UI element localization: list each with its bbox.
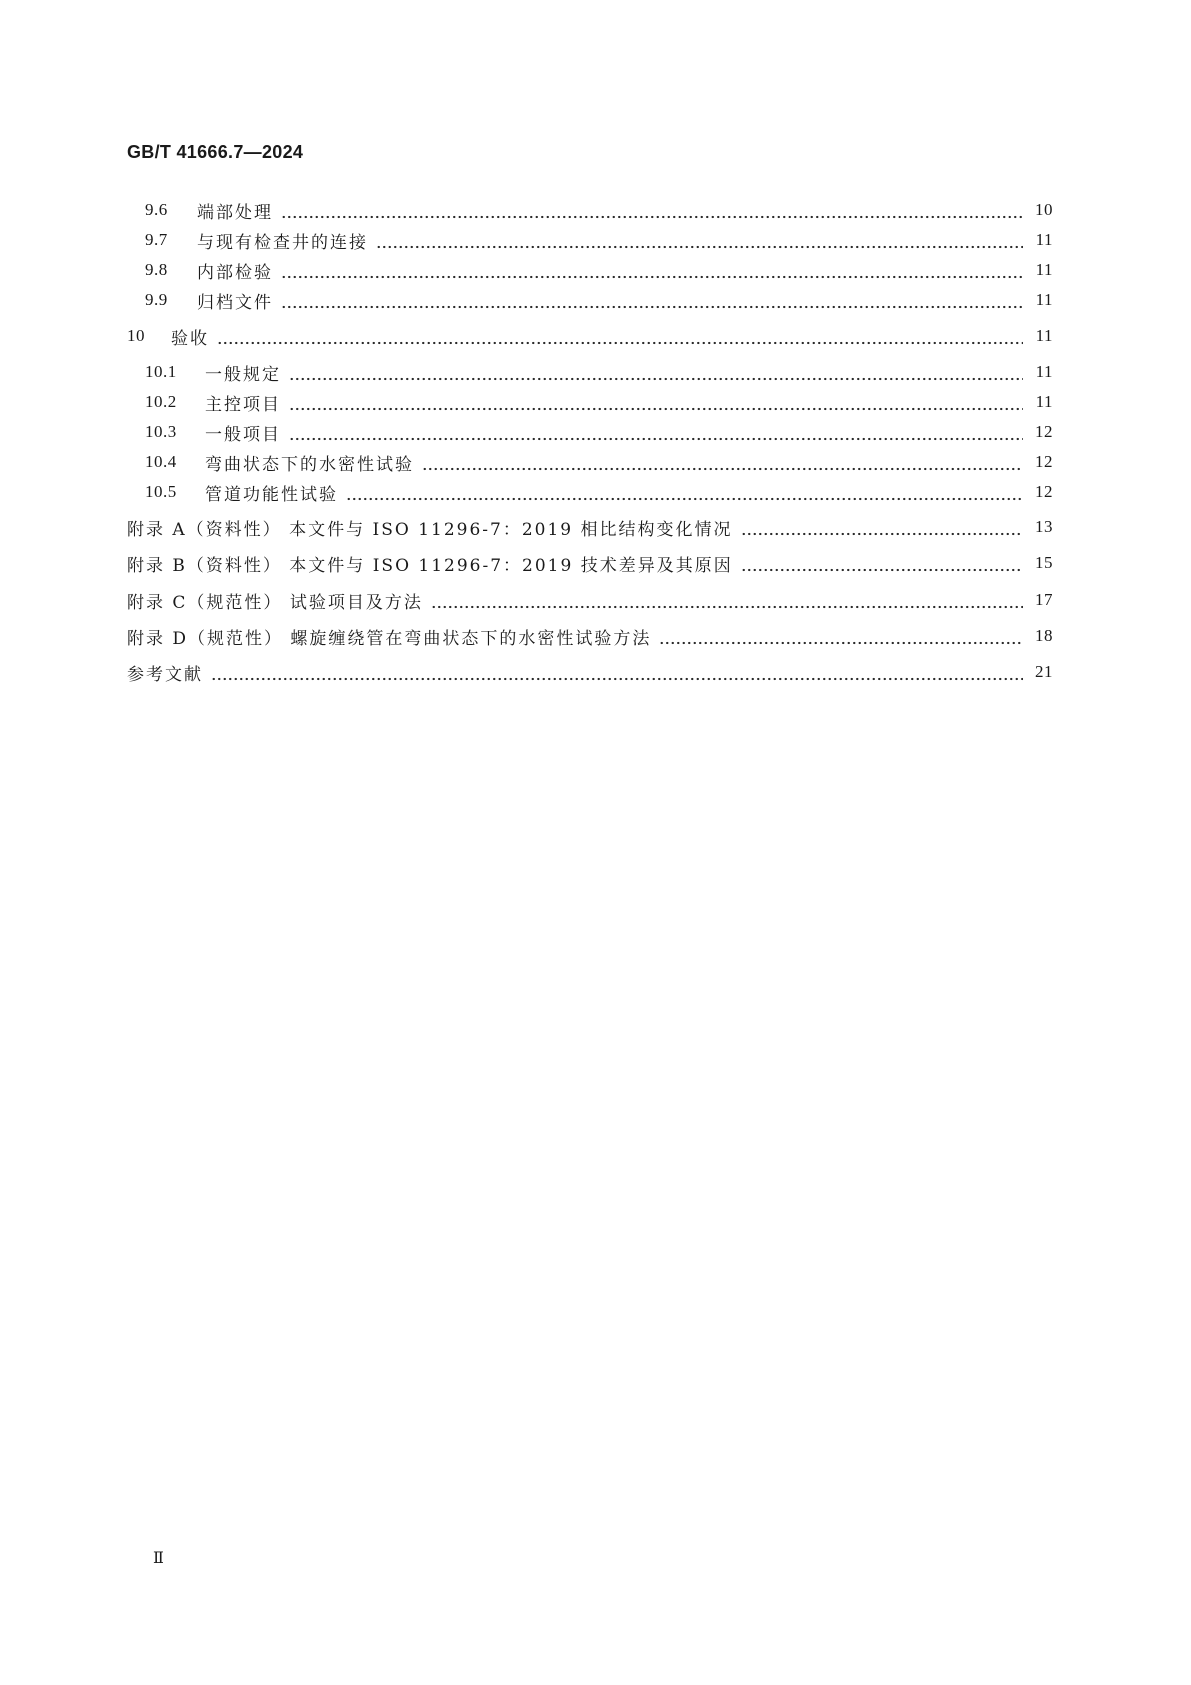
- toc-entry-title: 主控项目: [205, 394, 281, 415]
- toc-entry-9-9[interactable]: [127, 286, 1053, 314]
- toc-entry-title: 附录 D（规范性） 螺旋缠绕管在弯曲状态下的水密性试验方法: [127, 628, 652, 649]
- toc-dot-leader: [422, 454, 1023, 471]
- toc-entry-title: 端部处理: [197, 202, 273, 223]
- toc-entry-10[interactable]: [127, 322, 1053, 350]
- toc-entry-10-2[interactable]: [127, 388, 1053, 416]
- toc-entry-9-7[interactable]: [127, 226, 1053, 254]
- toc-entry-title: 附录 B（资料性） 本文件与 ISO 11296-7：2019 技术差异及其原因: [127, 555, 733, 576]
- toc-dot-leader: [659, 628, 1023, 645]
- toc-dot-leader: [281, 262, 1023, 279]
- toc-entry-title: 归档文件: [197, 292, 273, 313]
- toc-entry-page: 21: [1035, 662, 1053, 681]
- toc-entry-page: 11: [1035, 326, 1053, 345]
- toc-entry-appendix-c[interactable]: [127, 586, 1053, 614]
- toc-entry-10-4[interactable]: [127, 448, 1053, 476]
- toc-entry-page: 11: [1035, 290, 1053, 309]
- toc-entry-title: 验收: [171, 328, 209, 349]
- toc-entry-page: 18: [1035, 626, 1053, 645]
- toc-dot-leader: [211, 664, 1023, 681]
- toc-entry-appendix-a[interactable]: [127, 513, 1053, 541]
- toc-entry-number: 9.8: [145, 260, 168, 279]
- toc-entry-page: 11: [1035, 260, 1053, 279]
- toc-entry-10-5[interactable]: [127, 478, 1053, 506]
- toc-entry-number: 9.9: [145, 290, 168, 309]
- toc-entry-number: 10.2: [145, 392, 177, 411]
- toc-entry-appendix-d[interactable]: [127, 622, 1053, 650]
- toc-entry-title: 弯曲状态下的水密性试验: [205, 454, 414, 475]
- toc-entry-title: 一般规定: [205, 364, 281, 385]
- toc-entry-title: 与现有检查井的连接: [197, 232, 368, 253]
- toc-dot-leader: [281, 292, 1023, 309]
- toc-entry-page: 12: [1035, 422, 1053, 441]
- document-code: GB/T 41666.7—2024: [127, 142, 304, 162]
- toc-entry-page: 11: [1035, 362, 1053, 381]
- toc-entry-number: 9.6: [145, 200, 168, 219]
- toc-entry-number: 10.5: [145, 482, 177, 501]
- toc-entry-title: 附录 A（资料性） 本文件与 ISO 11296-7：2019 相比结构变化情况: [127, 519, 733, 540]
- toc-entry-number: 10.1: [145, 362, 177, 381]
- toc-entry-title: 参考文献: [127, 664, 203, 685]
- toc-entry-page: 12: [1035, 452, 1053, 471]
- toc-entry-number: 10.4: [145, 452, 177, 471]
- toc-entry-title: 附录 C（规范性） 试验项目及方法: [127, 592, 423, 613]
- toc-entry-10-3[interactable]: [127, 418, 1053, 446]
- toc-entry-title: 一般项目: [205, 424, 281, 445]
- toc-entry-10-1[interactable]: [127, 358, 1053, 386]
- toc-dot-leader: [741, 519, 1024, 536]
- toc-entry-title: 内部检验: [197, 262, 273, 283]
- toc-entry-page: 17: [1035, 590, 1053, 609]
- toc-entry-number: 10: [127, 326, 145, 345]
- toc-dot-leader: [281, 202, 1023, 219]
- toc-entry-references[interactable]: [127, 658, 1053, 686]
- toc-entry-number: 10.3: [145, 422, 177, 441]
- page-number: Ⅱ: [153, 1550, 164, 1567]
- toc-dot-leader: [289, 424, 1023, 441]
- toc-dot-leader: [376, 232, 1023, 249]
- toc-dot-leader: [741, 555, 1023, 572]
- toc-dot-leader: [289, 394, 1023, 411]
- toc-dot-leader: [289, 364, 1023, 381]
- toc-dot-leader: [431, 592, 1023, 609]
- toc-entry-page: 13: [1035, 517, 1053, 536]
- toc-entry-page: 12: [1035, 482, 1053, 501]
- toc-entry-number: 9.7: [145, 230, 168, 249]
- toc-dot-leader: [217, 328, 1023, 345]
- toc-entry-page: 11: [1035, 230, 1053, 249]
- toc-dot-leader: [346, 484, 1023, 501]
- toc-entry-page: 15: [1035, 553, 1053, 572]
- toc-entry-9-8[interactable]: [127, 256, 1053, 284]
- toc-entry-page: 10: [1035, 200, 1053, 219]
- toc-entry-page: 11: [1035, 392, 1053, 411]
- toc-entry-9-6[interactable]: [127, 196, 1053, 224]
- toc-entry-title: 管道功能性试验: [205, 484, 338, 505]
- toc-entry-appendix-b[interactable]: [127, 549, 1053, 577]
